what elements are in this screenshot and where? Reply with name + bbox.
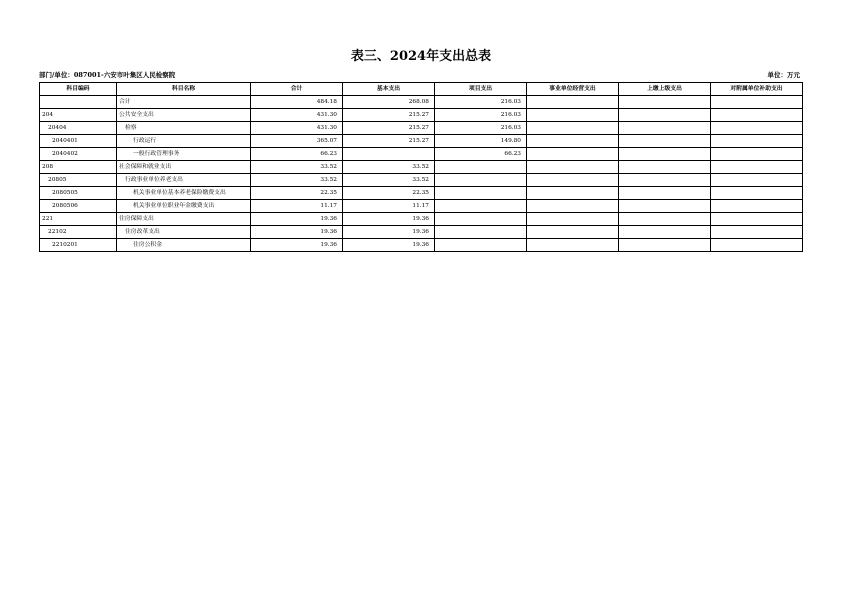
header-project: 项目支出 <box>435 83 527 96</box>
row-total: 33.52 <box>251 161 343 174</box>
row-biz <box>527 122 619 135</box>
row-total: 19.36 <box>251 213 343 226</box>
table-row <box>40 187 803 200</box>
row-code <box>40 96 117 109</box>
row-name: 住房保障支出 <box>117 213 251 226</box>
unit-label: 单位：万元 <box>767 71 800 79</box>
row-upper <box>619 187 711 200</box>
row-project <box>435 161 527 174</box>
row-biz <box>527 174 619 187</box>
row-upper <box>619 200 711 213</box>
row-biz <box>527 109 619 122</box>
row-upper <box>619 226 711 239</box>
row-biz <box>527 96 619 109</box>
row-total: 66.23 <box>251 148 343 161</box>
row-subsidy <box>711 200 803 213</box>
header-basic: 基本支出 <box>343 83 435 96</box>
row-total: 22.35 <box>251 187 343 200</box>
row-basic: 19.36 <box>343 239 435 252</box>
header-name: 科目名称 <box>117 83 251 96</box>
row-upper <box>619 135 711 148</box>
row-biz <box>527 200 619 213</box>
row-project: 216.03 <box>435 109 527 122</box>
row-name: 公共安全支出 <box>117 109 251 122</box>
table-row <box>40 239 803 252</box>
row-subsidy <box>711 239 803 252</box>
row-subsidy <box>711 109 803 122</box>
row-total: 11.17 <box>251 200 343 213</box>
row-project: 149.80 <box>435 135 527 148</box>
report-title: 表三、2024年支出总表 <box>350 49 492 64</box>
row-code: 20805 <box>40 174 117 187</box>
row-project <box>435 187 527 200</box>
row-subsidy <box>711 122 803 135</box>
table-row <box>40 109 803 122</box>
table-header-row <box>40 83 803 96</box>
row-basic: 19.36 <box>343 213 435 226</box>
table-row <box>40 200 803 213</box>
row-code: 22102 <box>40 226 117 239</box>
row-biz <box>527 239 619 252</box>
row-code: 2080505 <box>40 187 117 200</box>
table-row <box>40 135 803 148</box>
row-subsidy <box>711 174 803 187</box>
row-subsidy <box>711 213 803 226</box>
row-biz <box>527 226 619 239</box>
header-total: 合计 <box>251 83 343 96</box>
row-upper <box>619 239 711 252</box>
table-row <box>40 96 803 109</box>
row-total: 19.36 <box>251 239 343 252</box>
row-code: 2040402 <box>40 148 117 161</box>
header-subsidy: 对附属单位补助支出 <box>711 83 803 96</box>
row-subsidy <box>711 135 803 148</box>
row-project <box>435 200 527 213</box>
row-name: 行政事业单位养老支出 <box>117 174 251 187</box>
row-project <box>435 174 527 187</box>
table-row <box>40 148 803 161</box>
row-code: 208 <box>40 161 117 174</box>
row-project: 216.03 <box>435 122 527 135</box>
row-project: 66.23 <box>435 148 527 161</box>
row-code: 2040401 <box>40 135 117 148</box>
table-row <box>40 213 803 226</box>
table-row <box>40 161 803 174</box>
row-basic: 215.27 <box>343 109 435 122</box>
row-total: 431.30 <box>251 122 343 135</box>
row-upper <box>619 174 711 187</box>
row-upper <box>619 109 711 122</box>
row-biz <box>527 148 619 161</box>
row-name: 合计 <box>117 96 251 109</box>
row-upper <box>619 96 711 109</box>
row-name: 检察 <box>117 122 251 135</box>
row-code: 221 <box>40 213 117 226</box>
row-basic: 22.35 <box>343 187 435 200</box>
row-upper <box>619 122 711 135</box>
row-biz <box>527 135 619 148</box>
row-upper <box>619 213 711 226</box>
header-upper: 上缴上级支出 <box>619 83 711 96</box>
row-code: 204 <box>40 109 117 122</box>
row-subsidy <box>711 96 803 109</box>
row-name: 行政运行 <box>117 135 251 148</box>
row-total: 33.52 <box>251 174 343 187</box>
header-code: 科目编码 <box>40 83 117 96</box>
row-subsidy <box>711 187 803 200</box>
row-total: 484.18 <box>251 96 343 109</box>
row-project: 216.03 <box>435 96 527 109</box>
expenditure-table <box>39 82 803 252</box>
row-upper <box>619 148 711 161</box>
row-basic: 33.52 <box>343 161 435 174</box>
row-basic: 33.52 <box>343 174 435 187</box>
row-total: 365.07 <box>251 135 343 148</box>
row-basic: 215.27 <box>343 122 435 135</box>
table-row <box>40 122 803 135</box>
row-basic: 11.17 <box>343 200 435 213</box>
row-name: 住房改革支出 <box>117 226 251 239</box>
row-basic <box>343 148 435 161</box>
row-upper <box>619 161 711 174</box>
row-basic: 19.36 <box>343 226 435 239</box>
row-name: 一般行政管理事务 <box>117 148 251 161</box>
row-code: 2210201 <box>40 239 117 252</box>
table-row <box>40 226 803 239</box>
header-biz: 事业单位经营支出 <box>527 83 619 96</box>
row-basic: 268.08 <box>343 96 435 109</box>
row-basic: 215.27 <box>343 135 435 148</box>
row-biz <box>527 161 619 174</box>
row-name: 机关事业单位职业年金缴费支出 <box>117 200 251 213</box>
row-biz <box>527 187 619 200</box>
row-code: 2080506 <box>40 200 117 213</box>
department-label: 部门/单位：087001-六安市叶集区人民检察院 <box>39 71 176 79</box>
row-total: 19.36 <box>251 226 343 239</box>
row-code: 20404 <box>40 122 117 135</box>
row-subsidy <box>711 226 803 239</box>
row-subsidy <box>711 148 803 161</box>
row-project <box>435 239 527 252</box>
table-row <box>40 174 803 187</box>
row-biz <box>527 213 619 226</box>
row-name: 住房公积金 <box>117 239 251 252</box>
row-total: 431.30 <box>251 109 343 122</box>
row-project <box>435 213 527 226</box>
row-name: 社会保障和就业支出 <box>117 161 251 174</box>
row-project <box>435 226 527 239</box>
row-subsidy <box>711 161 803 174</box>
row-name: 机关事业单位基本养老保险缴费支出 <box>117 187 251 200</box>
